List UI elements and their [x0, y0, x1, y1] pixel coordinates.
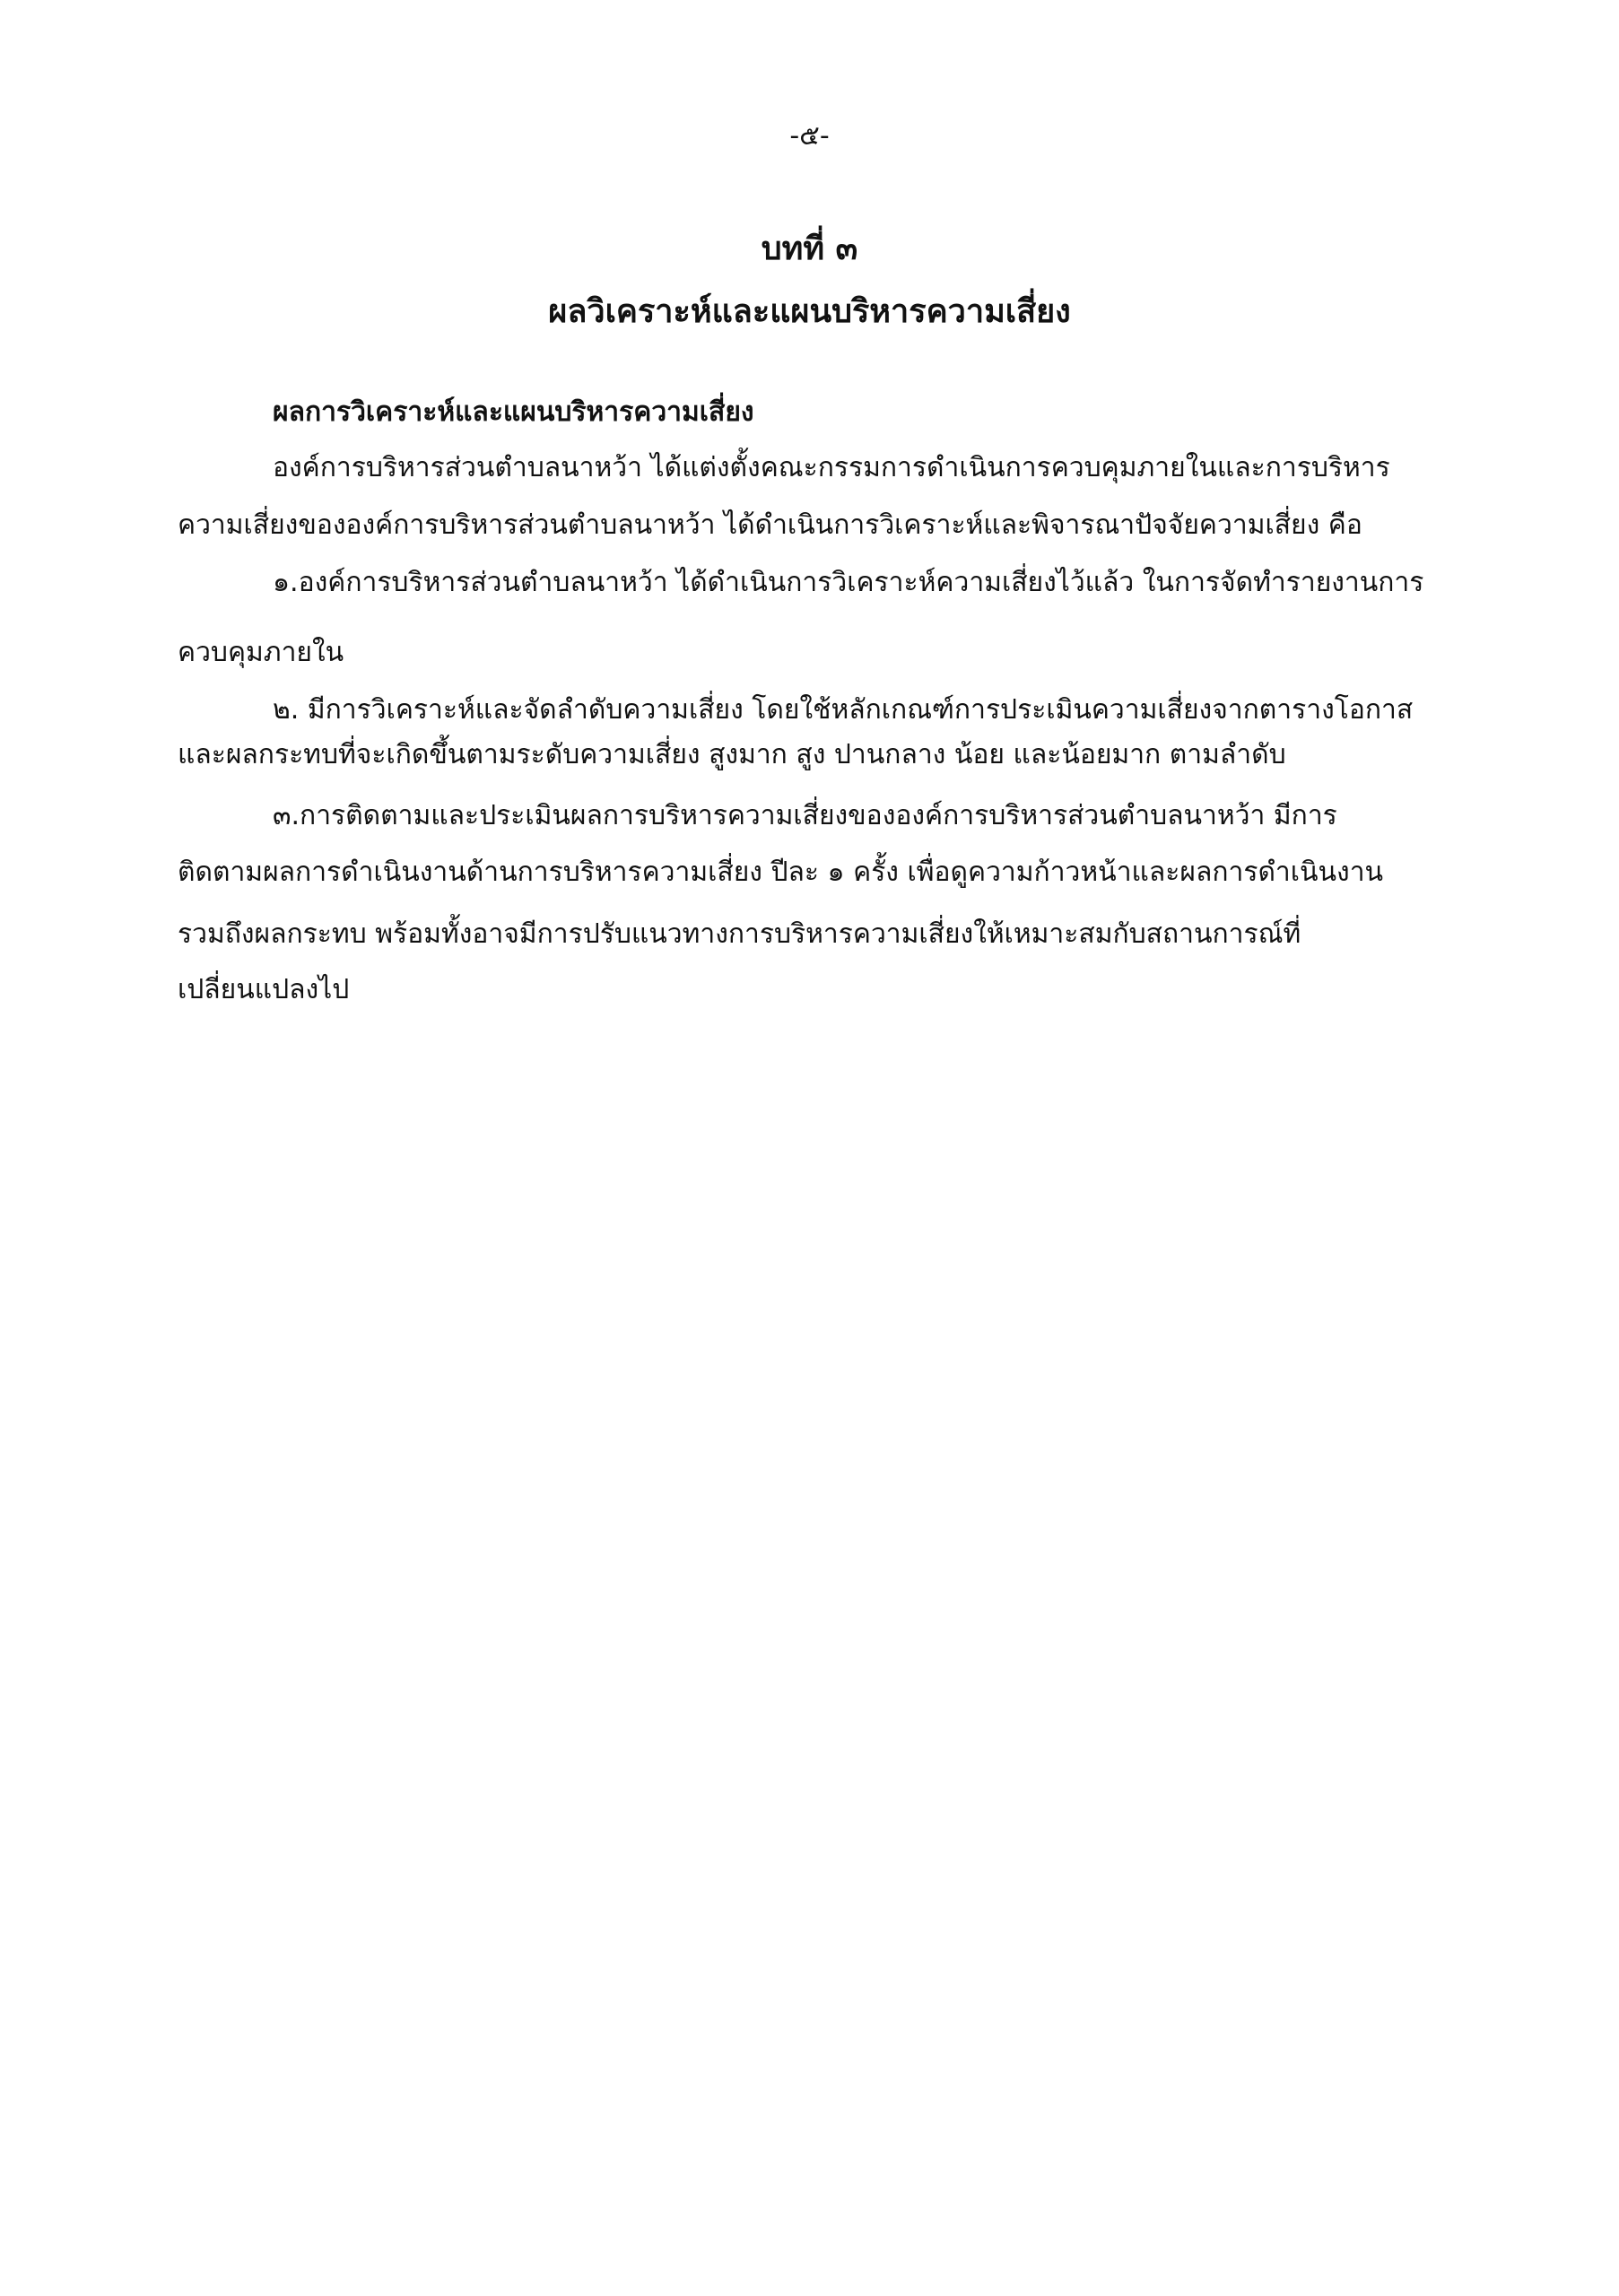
chapter-title: บทที่ ๓	[761, 230, 858, 267]
body-line: ๒. มีการวิเคราะห์และจัดลำดับความเสี่ยง โดยใช้หลักเกณฑ์การประเมินความเสี่ยงจากตารางโอกาส	[273, 694, 1414, 726]
body-line: ๓.การติดตามและประเมินผลการบริหารความเสี่ยงขององค์การบริหารส่วนตำบลนาหว้า มีการ	[273, 800, 1337, 831]
section-heading: ผลการวิเคราะห์และแผนบริหารความเสี่ยง	[273, 396, 754, 428]
body-line: และผลกระทบที่จะเกิดขึ้นตามระดับความเสี่ยง สูงมาก สูง ปานกลาง น้อย และน้อยมาก ตามลำดับ	[178, 739, 1286, 770]
body-line: เปลี่ยนแปลงไป	[178, 974, 350, 1005]
page-number: -๕-	[789, 120, 830, 152]
body-line: รวมถึงผลกระทบ พร้อมทั้งอาจมีการปรับแนวทางการบริหารความเสี่ยงให้เหมาะสมกับสถานการณ์ที่	[178, 918, 1301, 950]
chapter-subtitle: ผลวิเคราะห์และแผนบริหารความเสี่ยง	[548, 293, 1071, 330]
body-line: ๑.องค์การบริหารส่วนตำบลนาหว้า ได้ดำเนินการวิเคราะห์ความเสี่ยงไว้แล้ว ในการจัดทำรายงานการ	[273, 567, 1424, 598]
body-line: องค์การบริหารส่วนตำบลนาหว้า ได้แต่งตั้งคณะกรรมการดำเนินการควบคุมภายในและการบริหาร	[273, 452, 1390, 483]
body-line: ติดตามผลการดำเนินงานด้านการบริหารความเสี่ยง ปีละ ๑ ครั้ง เพื่อดูความก้าวหน้าและผลการดำเนินงาน	[178, 857, 1384, 888]
body-line: ควบคุมภายใน	[178, 637, 344, 668]
body-line: ความเสี่ยงขององค์การบริหารส่วนตำบลนาหว้า ได้ดำเนินการวิเคราะห์และพิจารณาปัจจัยความเสี่ยง คือ	[178, 509, 1362, 541]
